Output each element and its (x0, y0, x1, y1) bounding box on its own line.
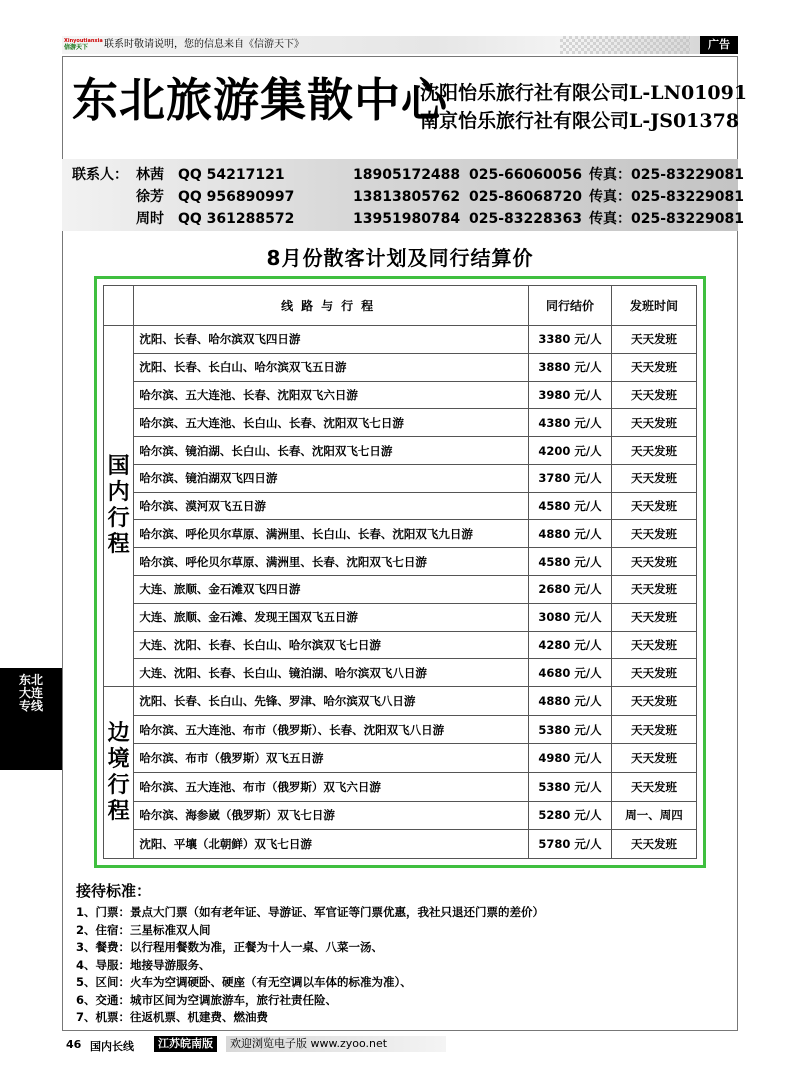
publisher-logo (64, 38, 103, 51)
contact-mobile: 13813805762 (353, 189, 461, 205)
schedule-cell: 天天发班 (611, 353, 696, 381)
route-cell: 沈阳、长春、哈尔滨双飞四日游 (134, 326, 529, 354)
contact-mobile: 13951980784 (353, 211, 461, 227)
standard-item: 5、区间：火车为空调硬卧、硬座（有无空调以车体的标准为准）、 (76, 975, 412, 989)
standard-item: 6、交通：城市区间为空调旅游车，旅行社责任险、 (76, 992, 337, 1007)
category-cell (104, 687, 134, 859)
company-name-2: 南京怡乐旅行社有限公司L-JS01378 (420, 110, 740, 132)
schedule-cell: 天天发班 (611, 409, 696, 437)
price-cell: 4280 元/人 (529, 631, 612, 659)
price-cell: 5280 元/人 (529, 801, 612, 830)
route-cell: 哈尔滨、五大连池、长春、沈阳双飞六日游 (134, 381, 529, 409)
schedule-cell: 天天发班 (611, 576, 696, 604)
table-row (104, 631, 697, 659)
schedule-cell: 天天发班 (611, 687, 696, 716)
footer-section: 国内长线 (90, 1040, 134, 1053)
header-schedule: 发班时间 (611, 286, 696, 326)
price-cell: 2680 元/人 (529, 576, 612, 604)
price-cell: 5380 元/人 (529, 772, 612, 801)
schedule-cell: 天天发班 (611, 381, 696, 409)
table-row (104, 576, 697, 604)
side-tab-text: 大连 (18, 686, 43, 700)
page-footer (62, 1036, 738, 1054)
schedule-cell: 天天发班 (611, 772, 696, 801)
standard-item: 3、餐费：以行程用餐数为准，正餐为十人一桌、八菜一汤、 (76, 940, 383, 954)
contact-label: 联系人： (72, 167, 128, 183)
footer-edition: 江苏皖南版 (154, 1036, 217, 1052)
price-cell: 4680 元/人 (529, 659, 612, 687)
page-number: 46 (66, 1038, 82, 1051)
contact-phone: 025-83228363 (469, 211, 582, 227)
price-cell: 3080 元/人 (529, 603, 612, 631)
table-row (104, 464, 697, 492)
price-cell: 4880 元/人 (529, 687, 612, 716)
price-cell: 4580 元/人 (529, 548, 612, 576)
schedule-cell: 天天发班 (611, 603, 696, 631)
contact-name: 徐芳 (136, 189, 164, 205)
table-row (104, 520, 697, 548)
table-row (104, 409, 697, 437)
price-cell: 5780 元/人 (529, 830, 612, 859)
schedule-cell: 天天发班 (611, 437, 696, 465)
route-cell: 哈尔滨、呼伦贝尔草原、满洲里、长白山、长春、沈阳双飞九日游 (134, 520, 529, 548)
route-cell: 哈尔滨、镜泊湖、长白山、长春、沈阳双飞七日游 (134, 437, 529, 465)
contact-fax: 传真：025-83229081 (589, 189, 744, 205)
header-price: 同行结价 (529, 286, 612, 326)
standard-item: 2、住宿：三星标准双人间 (76, 922, 211, 937)
price-cell: 5380 元/人 (529, 715, 612, 744)
table-row (104, 353, 697, 381)
route-cell: 哈尔滨、五大连池、布市（俄罗斯）、长春、沈阳双飞八日游 (134, 715, 529, 744)
ad-tag: 广告 (700, 36, 738, 54)
table-row (104, 492, 697, 520)
table-row (104, 772, 697, 801)
side-tab-text: 专线 (18, 699, 43, 713)
schedule-cell: 天天发班 (611, 631, 696, 659)
route-cell: 哈尔滨、海参崴（俄罗斯）双飞七日游 (134, 801, 529, 830)
table-row (104, 326, 697, 354)
table-row (104, 715, 697, 744)
logo-text-bottom: 信游天下 (64, 44, 89, 51)
company-name-1: 沈阳怡乐旅行社有限公司L-LN01091 (420, 82, 748, 104)
route-cell: 大连、沈阳、长春、长白山、镜泊湖、哈尔滨双飞八日游 (134, 659, 529, 687)
price-cell: 3880 元/人 (529, 353, 612, 381)
contact-qq: QQ 361288572 (178, 211, 295, 227)
table-row (104, 687, 697, 716)
table-header-row (104, 286, 697, 326)
logo-text-top: Xinyoutianxia (64, 38, 103, 44)
standard-item: 4、导服：地接导游服务、 (76, 957, 211, 972)
route-cell: 沈阳、长春、长白山、先锋、罗津、哈尔滨双飞八日游 (134, 687, 529, 716)
price-cell: 4980 元/人 (529, 744, 612, 773)
category-label: 边境行程 (107, 720, 130, 824)
route-cell: 大连、旅顺、金石滩、发现王国双飞五日游 (134, 603, 529, 631)
price-cell: 3380 元/人 (529, 326, 612, 354)
category-label: 国内行程 (107, 454, 130, 558)
price-cell: 4880 元/人 (529, 520, 612, 548)
schedule-cell: 天天发班 (611, 520, 696, 548)
schedule-cell: 天天发班 (611, 830, 696, 859)
footer-website: 欢迎浏览电子版 www.zyoo.net (226, 1036, 446, 1052)
plan-title: 8月份散客计划及同行结算价 (266, 246, 534, 270)
route-table (103, 285, 697, 859)
price-cell: 4380 元/人 (529, 409, 612, 437)
contact-row (136, 186, 744, 206)
schedule-cell: 天天发班 (611, 715, 696, 744)
decorative-pattern (560, 36, 690, 54)
schedule-cell: 天天发班 (611, 326, 696, 354)
table-row (104, 381, 697, 409)
contact-row (136, 164, 744, 184)
table-row (104, 744, 697, 773)
standard-item: 7、机票：往返机票、机建费、燃油费 (76, 1010, 268, 1024)
contact-fax: 传真：025-83229081 (589, 211, 744, 227)
price-cell: 3780 元/人 (529, 464, 612, 492)
schedule-cell: 周一、周四 (611, 801, 696, 830)
route-cell: 哈尔滨、五大连池、长白山、长春、沈阳双飞七日游 (134, 409, 529, 437)
route-table-frame (94, 276, 706, 868)
schedule-cell: 天天发班 (611, 744, 696, 773)
table-row (104, 603, 697, 631)
route-cell: 哈尔滨、布市（俄罗斯）双飞五日游 (134, 744, 529, 773)
contact-name: 周时 (136, 211, 164, 227)
contact-qq: QQ 54217121 (178, 167, 285, 183)
contact-qq: QQ 956890997 (178, 189, 295, 205)
side-tab-text: 东北 (18, 673, 43, 687)
table-row (104, 830, 697, 859)
contact-name: 林茜 (136, 167, 164, 183)
contact-row (136, 208, 744, 228)
standards-title: 接待标准： (76, 882, 152, 900)
table-row (104, 659, 697, 687)
route-cell: 哈尔滨、漠河双飞五日游 (134, 492, 529, 520)
schedule-cell: 天天发班 (611, 464, 696, 492)
contact-phone: 025-66060056 (469, 167, 582, 183)
price-cell: 4580 元/人 (529, 492, 612, 520)
brand-title: 东北旅游集散中心 (72, 73, 448, 127)
table-row (104, 437, 697, 465)
category-cell (104, 326, 134, 687)
header-category (104, 286, 134, 326)
price-cell: 3980 元/人 (529, 381, 612, 409)
route-cell: 哈尔滨、五大连池、布市（俄罗斯）双飞六日游 (134, 772, 529, 801)
contact-phone: 025-86068720 (469, 189, 582, 205)
route-cell: 哈尔滨、呼伦贝尔草原、满洲里、长春、沈阳双飞七日游 (134, 548, 529, 576)
route-cell: 哈尔滨、镜泊湖双飞四日游 (134, 464, 529, 492)
table-row (104, 548, 697, 576)
contact-mobile: 18905172488 (353, 167, 461, 183)
header-route: 线路与行程 (134, 286, 529, 326)
route-cell: 大连、沈阳、长春、长白山、哈尔滨双飞七日游 (134, 631, 529, 659)
schedule-cell: 天天发班 (611, 659, 696, 687)
source-notice: 联系时敬请说明，您的信息来自《信游天下》 (104, 39, 304, 50)
price-cell: 4200 元/人 (529, 437, 612, 465)
schedule-cell: 天天发班 (611, 548, 696, 576)
route-cell: 沈阳、长春、长白山、哈尔滨双飞五日游 (134, 353, 529, 381)
side-section-tab (0, 668, 62, 770)
route-cell: 大连、旅顺、金石滩双飞四日游 (134, 576, 529, 604)
route-cell: 沈阳、平壤（北朝鲜）双飞七日游 (134, 830, 529, 859)
standard-item: 1、门票：景点大门票（如有老年证、导游证、军官证等门票优惠，我社只退还门票的差价） (76, 905, 544, 919)
standards-list (76, 904, 544, 1027)
contact-fax: 传真：025-83229081 (589, 167, 744, 183)
table-row (104, 801, 697, 830)
route-table-body (104, 326, 697, 859)
schedule-cell: 天天发班 (611, 492, 696, 520)
